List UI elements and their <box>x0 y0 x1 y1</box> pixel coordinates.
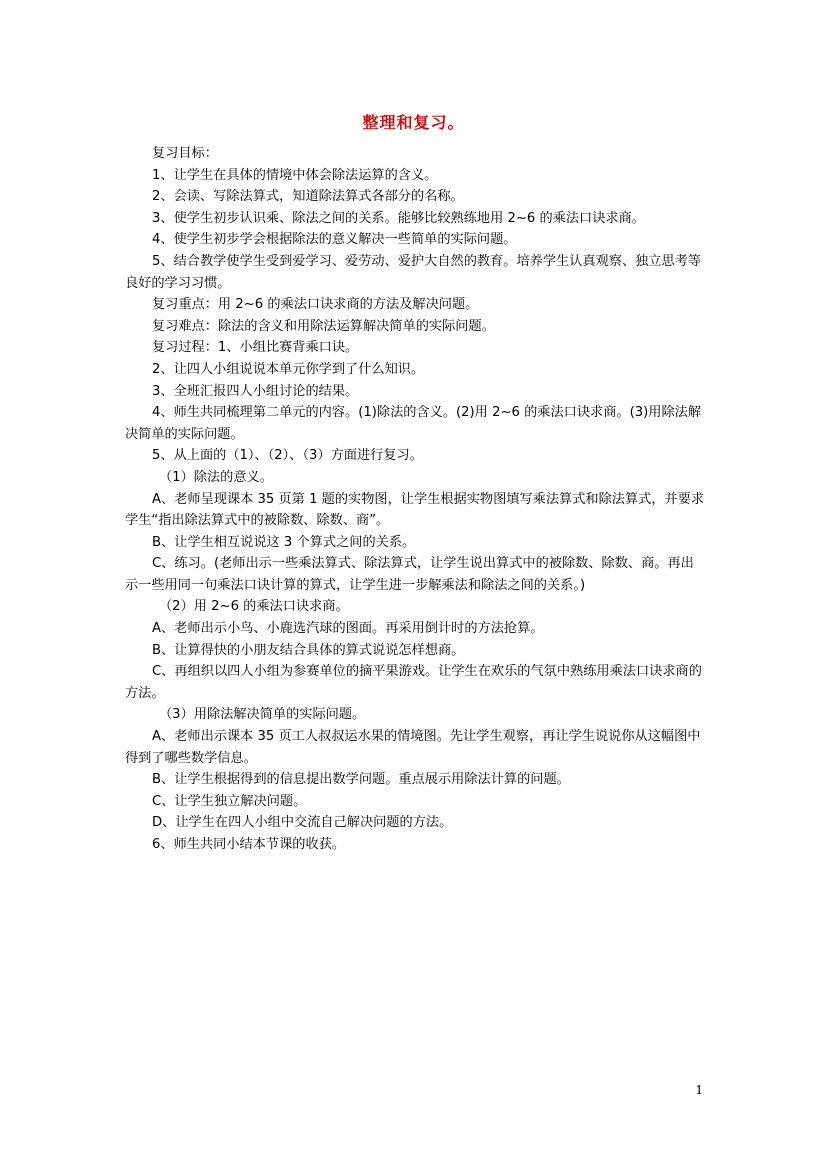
paragraph: 3、使学生初步认识乘、除法之间的关系。能够比较熟练地用 2~6 的乘法口诀求商。 <box>152 210 645 226</box>
paragraph: 复习目标： <box>152 146 218 161</box>
page-number: 1 <box>695 1083 703 1097</box>
page-title: 整理和复习。 <box>362 113 465 132</box>
paragraph: 复习重点：用 2~6 的乘法口诀求商的方法及解决问题。 <box>152 297 479 313</box>
paragraph: C、练习。(老师出示一些乘法算式、除法算式，让学生说出算式中的被除数、除数、商。再出示一些用同一句乘法口诀计算的算式，让学生进一步解乘法和除法之间的关系。) <box>125 556 694 593</box>
paragraph: A、老师呈现课本 35 页第 1 题的实物图，让学生根据实物图填写乘法算式和除法算式，并要求学生“指出除法算式中的被除数、除数、商”。 <box>125 491 705 529</box>
paragraph: 复习过程：1、小组比赛背乘口诀。 <box>152 340 359 356</box>
paragraph: B、让学生根据得到的信息提出数学问题。重点展示用除法计算的问题。 <box>152 772 570 788</box>
paragraph: A、老师出示小鸟、小鹿选汽球的图面。再采用倒计时的方法抢算。 <box>152 621 544 637</box>
section-heading: （1）除法的意义。 <box>159 469 273 485</box>
paragraph: C、再组织以四人小组为参赛单位的摘平果游戏。让学生在欢乐的气氛中熟练用乘法口诀求商的方法。 <box>125 664 702 701</box>
paragraph: 2、让四人小组说说本单元你学到了什么知识。 <box>152 361 425 377</box>
paragraph: 复习难点：除法的含义和用除法运算解决简单的实际问题。 <box>152 318 495 334</box>
paragraph: 3、全班汇报四人小组讨论的结果。 <box>152 383 359 399</box>
document-body <box>125 143 705 856</box>
paragraph: A、老师出示课本 35 页工人叔叔运水果的情境图。先让学生观察，再让学生说说你从这幅图中得到了哪些数学信息。 <box>125 729 701 766</box>
paragraph: 6、师生共同小结本节课的收获。 <box>152 837 346 852</box>
paragraph: 4、使学生初步学会根据除法的意义解决一些简单的实际问题。 <box>152 232 517 248</box>
paragraph: C、让学生独立解决问题。 <box>152 793 307 809</box>
paragraph: 5、结合教学使学生受到爱学习、爱劳动、爱护大自然的教育。培养学生认真观察、独立思考等良好的学习习惯。 <box>125 253 702 291</box>
paragraph: 4、师生共同梳理第二单元的内容。(1)除法的含义。(2)用 2~6 的乘法口诀求商。(3)用除法解决简单的实际问题。 <box>125 405 702 442</box>
paragraph: 2、会读、写除法算式，知道除法算式各部分的名称。 <box>152 189 464 205</box>
paragraph: B、让学生相互说说这 3 个算式之间的关系。 <box>152 534 416 550</box>
paragraph: 5、从上面的（1）、（2）、（3）方面进行复习。 <box>152 448 423 464</box>
paragraph: 1、让学生在具体的情境中体会除法运算的含义。 <box>152 167 438 183</box>
paragraph: D、让学生在四人小组中交流自己解决问题的方法。 <box>152 815 453 831</box>
section-heading: （2）用 2~6 的乘法口诀求商。 <box>159 599 349 615</box>
paragraph: B、让算得快的小朋友结合具体的算式说说怎样想商。 <box>152 642 465 658</box>
section-heading: （3）用除法解决简单的实际问题。 <box>159 707 366 723</box>
